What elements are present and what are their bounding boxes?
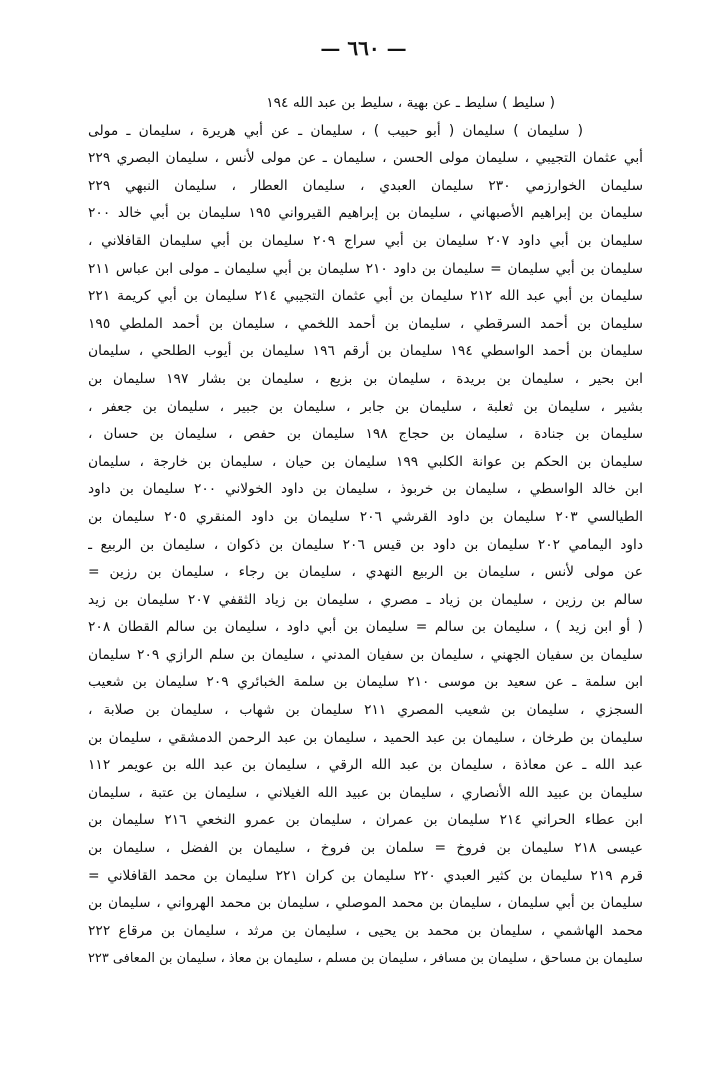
index-line: الطيالسي ٢٠٣ سليمان بن داود القرشي ٢٠٦ سليمان بن داود المنقري ٢٠٥ سليمان بن [88,508,643,525]
index-line: عن مولى لأنس ، سليمان بن الربيع النهدي ، سليمان بن رجاء ، سليمان بن رزين = [88,564,643,581]
index-line: السجزي ، سليمان بن شعيب المصري ٢١١ سليمان بن شهاب ، سليمان بن صلابة ، [88,702,643,719]
index-line: سليمان بن سفيان الجهني ، سليمان بن سفيان المدني ، سليمان بن سلم الرازي ٢٠٩ سليمان [88,646,643,663]
index-line: سليمان بن أحمد الواسطي ١٩٤ سليمان بن أرقم ١٩٦ سليمان بن أيوب الطلحي ، سليمان [88,343,643,360]
index-line: محمد الهاشمي ، سليمان بن محمد بن يحيى ، سليمان بن مرثد ، سليمان بن مرقاع ٢٢٢ [88,922,643,939]
index-line: ابن عطاء الحراني ٢١٤ سليمان بن عمران ، سليمان بن عمرو النخعي ٢١٦ سليمان بن [88,812,643,829]
index-line: سالم بن رزين ، سليمان بن زياد ـ مصري ، سليمان بن زياد الثقفي ٢٠٧ سليمان بن زيد [88,591,643,608]
index-line: عيسى ٢١٨ سليمان بن فروخ = سلمان بن فروخ ، سليمان بن الفضل ، سليمان بن [88,840,643,857]
index-line: ابن بحير ، سليمان بن بريدة ، سليمان بن بزيع ، سليمان بن بشار ١٩٧ سليمان بن [88,370,643,387]
index-line: ابن سلمة ـ عن سعيد بن موسى ٢١٠ سليمان بن سلمة الخبائري ٢٠٩ سليمان بن شعيب [88,674,643,691]
index-line: قرم ٢١٩ سليمان بن كثير العبدي ٢٢٠ سليمان بن كران ٢٢١ سليمان بن محمد القافلاني = [88,867,643,884]
index-line: سليمان بن طرخان ، سليمان بن عبد الحميد ، سليمان بن عبد الرحمن الدمشقي ، سليمان بن [88,729,643,746]
index-line: ( سليط ) سليط ـ عن بهية ، سليط بن عبد الله ١٩٤ [266,95,555,111]
index-line: سليمان بن مساحق ، سليمان بن مسافر ، سليمان بن مسلم ، سليمان بن معاذ ، سليمان بن المعافى ٢٢٣ [88,951,643,967]
index-line: سليمان بن أحمد السرقطي ، سليمان بن أحمد اللخمي ، سليمان بن أحمد الملطي ١٩٥ [88,315,643,332]
index-line: بشير ، سليمان بن ثعلبة ، سليمان بن جابر ، سليمان بن جبير ، سليمان بن جعفر ، [88,398,643,415]
index-line: سليمان بن أبي سليمان ، سليمان بن محمد الموصلي ، سليمان بن محمد الهرواني ، سليمان بن [88,895,643,912]
index-line: ابن خالد الواسطي ، سليمان بن خربوذ ، سليمان بن داود الخولاني ٢٠٠ سليمان بن داود [88,481,643,498]
index-line: سليمان بن جنادة ، سليمان بن حجاج ١٩٨ سليمان بن حفص ، سليمان بن حسان ، [88,426,643,443]
index-line: أبي عثمان التجيبي ، سليمان مولى الحسن ، سليمان ـ عن مولى لأنس ، سليمان البصري ٢٢٩ [88,150,643,167]
index-text-block [88,90,643,973]
index-line: سليمان بن عبيد الله الأنصاري ، سليمان بن عبيد الله الغيلاني ، سليمان بن عتبة ، سليمان [88,784,643,801]
index-line: سليمان بن الحكم بن عوانة الكلبي ١٩٩ سليمان بن حيان ، سليمان بن خارجة ، سليمان [88,453,643,470]
index-line: سليمان بن أبي عبد الله ٢١٢ سليمان بن أبي عثمان التجيبي ٢١٤ سليمان بن أبي كريمة ٢٢١ [88,288,643,305]
index-line: ( سليمان ) سليمان ( أبو حبيب ) ، سليمان ـ عن أبي هريرة ، سليمان ـ مولى [88,122,583,139]
index-line: عبد الله ـ عن معاذة ، سليمان بن عبد الله الرقي ، سليمان بن عبد الله بن عويمر ١١٢ [88,757,643,774]
index-line: سليمان بن أبي سليمان = سليمان بن داود ٢١٠ سليمان بن أبي سليمان ـ مولى ابن عباس ٢١١ [88,260,643,277]
index-line: سليمان الخوارزمي ٢٣٠ سليمان العبدي ، سليمان العطار ، سليمان النبهي ٢٢٩ [88,177,643,194]
index-line: ( أو ابن زيد ) ، سليمان بن سالم = سليمان بن أبي داود ، سليمان بن سالم القطان ٢٠٨ [88,619,643,636]
index-line: سليمان بن إبراهيم الأصبهاني ، سليمان بن إبراهيم القيرواني ١٩٥ سليمان بن أبي خالد ٢٠٠ [88,205,643,222]
index-line: داود اليمامي ٢٠٢ سليمان بن داود بن قيس ٢٠٦ سليمان بن ذكوان ، سليمان بن الربيع ـ [88,536,643,553]
page-number: — ٦٦٠ — [320,36,407,60]
index-line: سليمان بن أبي داود ٢٠٧ سليمان بن أبي سراج ٢٠٩ سليمان بن أبي سليمان القافلاني ، [88,232,643,249]
